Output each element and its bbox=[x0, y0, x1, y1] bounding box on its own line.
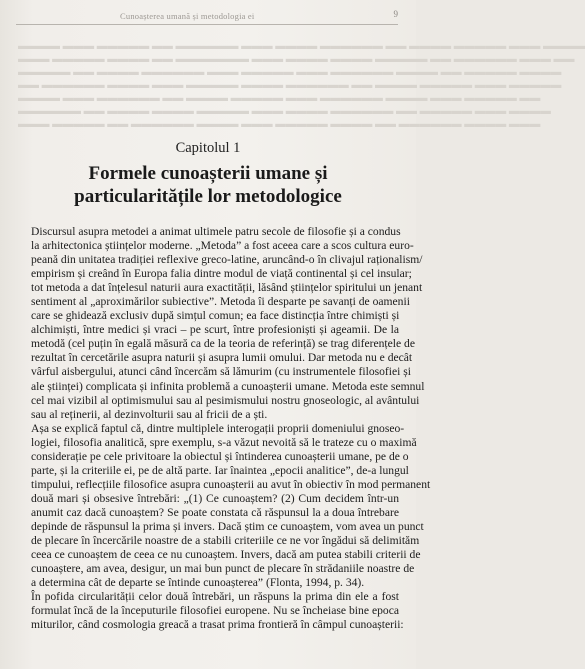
text-line: de plecare în încercările noastre de a stabili criteriile ce ne vor îngădui să delimităm bbox=[31, 534, 420, 548]
text-line: empirism și creând în Europa falia dintre modul de viață continental și cel insular; bbox=[31, 267, 412, 281]
chapter-label: Capitolul 1 bbox=[175, 140, 241, 156]
header-rule bbox=[16, 24, 398, 25]
text-line: Așa se explică faptul că, dintre multiplele interogații proprii domeniului gnoseo- bbox=[31, 421, 405, 435]
text-line: tot metoda a dat înțelesul naturii aura exactității, lăsând științelor spiritului un jenant bbox=[31, 281, 423, 295]
chapter-title: Formele cunoașterii umane și particularitățile lor metodologice bbox=[74, 163, 342, 207]
text-line: parte, și la criteriile ei, pe de altă parte. Iar înaintea „epocii analitice”, de-a lungul bbox=[31, 463, 409, 477]
page-number: 9 bbox=[393, 9, 398, 19]
text-line: depinde de răspunsul la prima și invers. Dacă știm ce cunoaștem, vom avea un punct bbox=[31, 519, 424, 533]
text-line: alchimiști, între medici și vraci – pe scurt, între profesioniști și ageamii. De la bbox=[31, 323, 399, 337]
text-line: peană din unitatea tradiției reflexive greco-latine, aruncând-o în clivajul raționalism/ bbox=[31, 253, 423, 267]
paragraph bbox=[17, 590, 404, 632]
text-line: anumit caz dacă cunoaștem? Se poate constata că răspunsul la a doua întrebare bbox=[31, 505, 399, 519]
text-line: metodă (cel puțin în egală măsură ca de la teoria de referință) se trag diferențele de bbox=[31, 337, 416, 351]
paragraph bbox=[17, 421, 431, 591]
text-line: cel mai vizibil al optimismului sau al pesimismului nostru gnoseologic, al avântului bbox=[31, 393, 420, 407]
chapter-body bbox=[17, 225, 431, 632]
text-line: cunoaștere, am avea, desigur, un mai bun punct de plecare în strădaniile noastre de bbox=[31, 562, 415, 576]
text-line: ale științei) complicata și infinita problemă a cunoașterii umane. Metoda este semnul bbox=[31, 379, 425, 393]
text-line: ceea ce cunoaștem de ceea ce nu cunoaștem. Invers, dacă am putea stabili criterii de bbox=[31, 548, 421, 562]
text-line: care se ghidează exclusiv după simțul comun; ea face distincția între chimiști și bbox=[31, 309, 400, 323]
text-line: logiei, filosofia analitică, spre exemplu, s-a văzut nevoită să le trateze cu o maximă bbox=[31, 435, 417, 449]
text-line: sentiment al „aproximărilor subiective”. Metoda îi desparte pe savanți de oamenii bbox=[31, 295, 410, 309]
running-header: Cunoașterea umană și metodologia ei bbox=[120, 11, 255, 21]
text-line: a determina cât de departe se întinde cunoașterea” (Flonta, 1994, p. 34). bbox=[31, 576, 365, 590]
text-line: În pofida circularității celor două întrebări, un răspuns la prima din ele a fost bbox=[31, 590, 399, 604]
text-line: Discursul asupra metodei a animat ultimele patru secole de filosofie și a condus bbox=[31, 225, 401, 238]
bleed-through-texture: ▬▬▬▬ ▬▬▬ ▬▬▬▬▬ ▬▬ ▬▬▬▬▬▬ ▬▬▬ ▬▬▬▬ ▬▬▬▬▬▬ ▬▬ ▬▬▬▬ ▬▬▬▬▬ ▬▬▬ ▬▬▬▬ ▬▬▬ ▬▬▬▬▬ ▬▬▬▬ ▬▬ ▬▬▬▬▬▬▬ ▬▬▬ ▬▬▬▬ ▬▬▬▬ ▬▬▬▬▬ ▬▬ ▬▬▬▬▬▬ ▬▬▬ ▬▬ ▬▬▬▬▬ ▬▬ ▬▬▬▬ ▬▬▬▬▬▬ ▬▬▬ ▬▬▬▬▬ ▬▬▬ ▬▬▬▬▬▬ ▬▬▬▬ ▬▬ ▬▬▬▬▬ ▬▬▬▬ ▬▬ ▬▬▬▬▬▬ ▬▬▬▬ ▬▬▬ ▬▬▬▬▬ ▬▬▬▬ ▬▬▬▬▬▬ ▬▬ ▬▬▬▬ ▬▬▬▬▬ ▬▬▬ ▬▬▬▬▬ ▬▬▬▬ ▬▬▬ ▬▬▬▬▬▬ ▬▬ ▬▬▬▬ ▬▬▬▬▬ ▬▬▬ ▬▬▬▬▬▬ ▬▬▬▬ ▬▬▬ ▬▬▬▬▬ ▬▬ ▬▬▬▬▬▬ ▬▬ ▬▬▬▬ ▬▬▬▬ ▬▬▬▬▬ ▬▬▬ ▬▬▬▬ ▬▬▬▬▬▬ ▬▬ ▬▬▬▬▬ ▬▬▬ ▬▬▬▬ ▬▬▬ ▬▬▬▬▬ ▬▬ ▬▬▬▬▬▬ ▬▬▬▬ ▬▬▬ ▬▬▬▬▬ ▬▬▬▬ ▬▬ ▬▬▬▬▬▬ ▬▬▬▬ ▬▬▬ bbox=[18, 41, 585, 130]
text-line: sau al reținerii, al dezinvolturii sau al fricii de a ști. bbox=[31, 407, 268, 421]
text-line: la arhitectonica științelor moderne. „Metoda” a fost aceea care a scos cultura euro- bbox=[31, 239, 414, 253]
text-line: considerație pe cele privitoare la obiectul și întinderea cunoașterii umane, pe de o bbox=[31, 449, 409, 463]
text-line: timpului, reflecțiile filosofice asupra cunoașterii au avut în obiectiv în mod permanent bbox=[31, 477, 431, 491]
text-line: vârful aisbergului, atunci când încercăm să lămurim (cu instrumentele filosofiei și bbox=[31, 365, 412, 379]
paragraph bbox=[17, 225, 425, 422]
text-line: formulat încă de la începuturile filosofiei europene. Nu se încheiase bine epoca bbox=[31, 604, 399, 618]
text-line: miturilor, când cosmologia greacă a trasat prima frontieră în câmpul cunoașterii: bbox=[31, 618, 404, 632]
text-line: rezultat în cercetările asupra naturii și asupra lumii omului. Dar metoda nu e decât bbox=[31, 351, 413, 365]
text-line: două mari și obsesive întrebări: „(1) Ce cunoaștem? (2) Cum decidem într-un bbox=[31, 491, 399, 505]
